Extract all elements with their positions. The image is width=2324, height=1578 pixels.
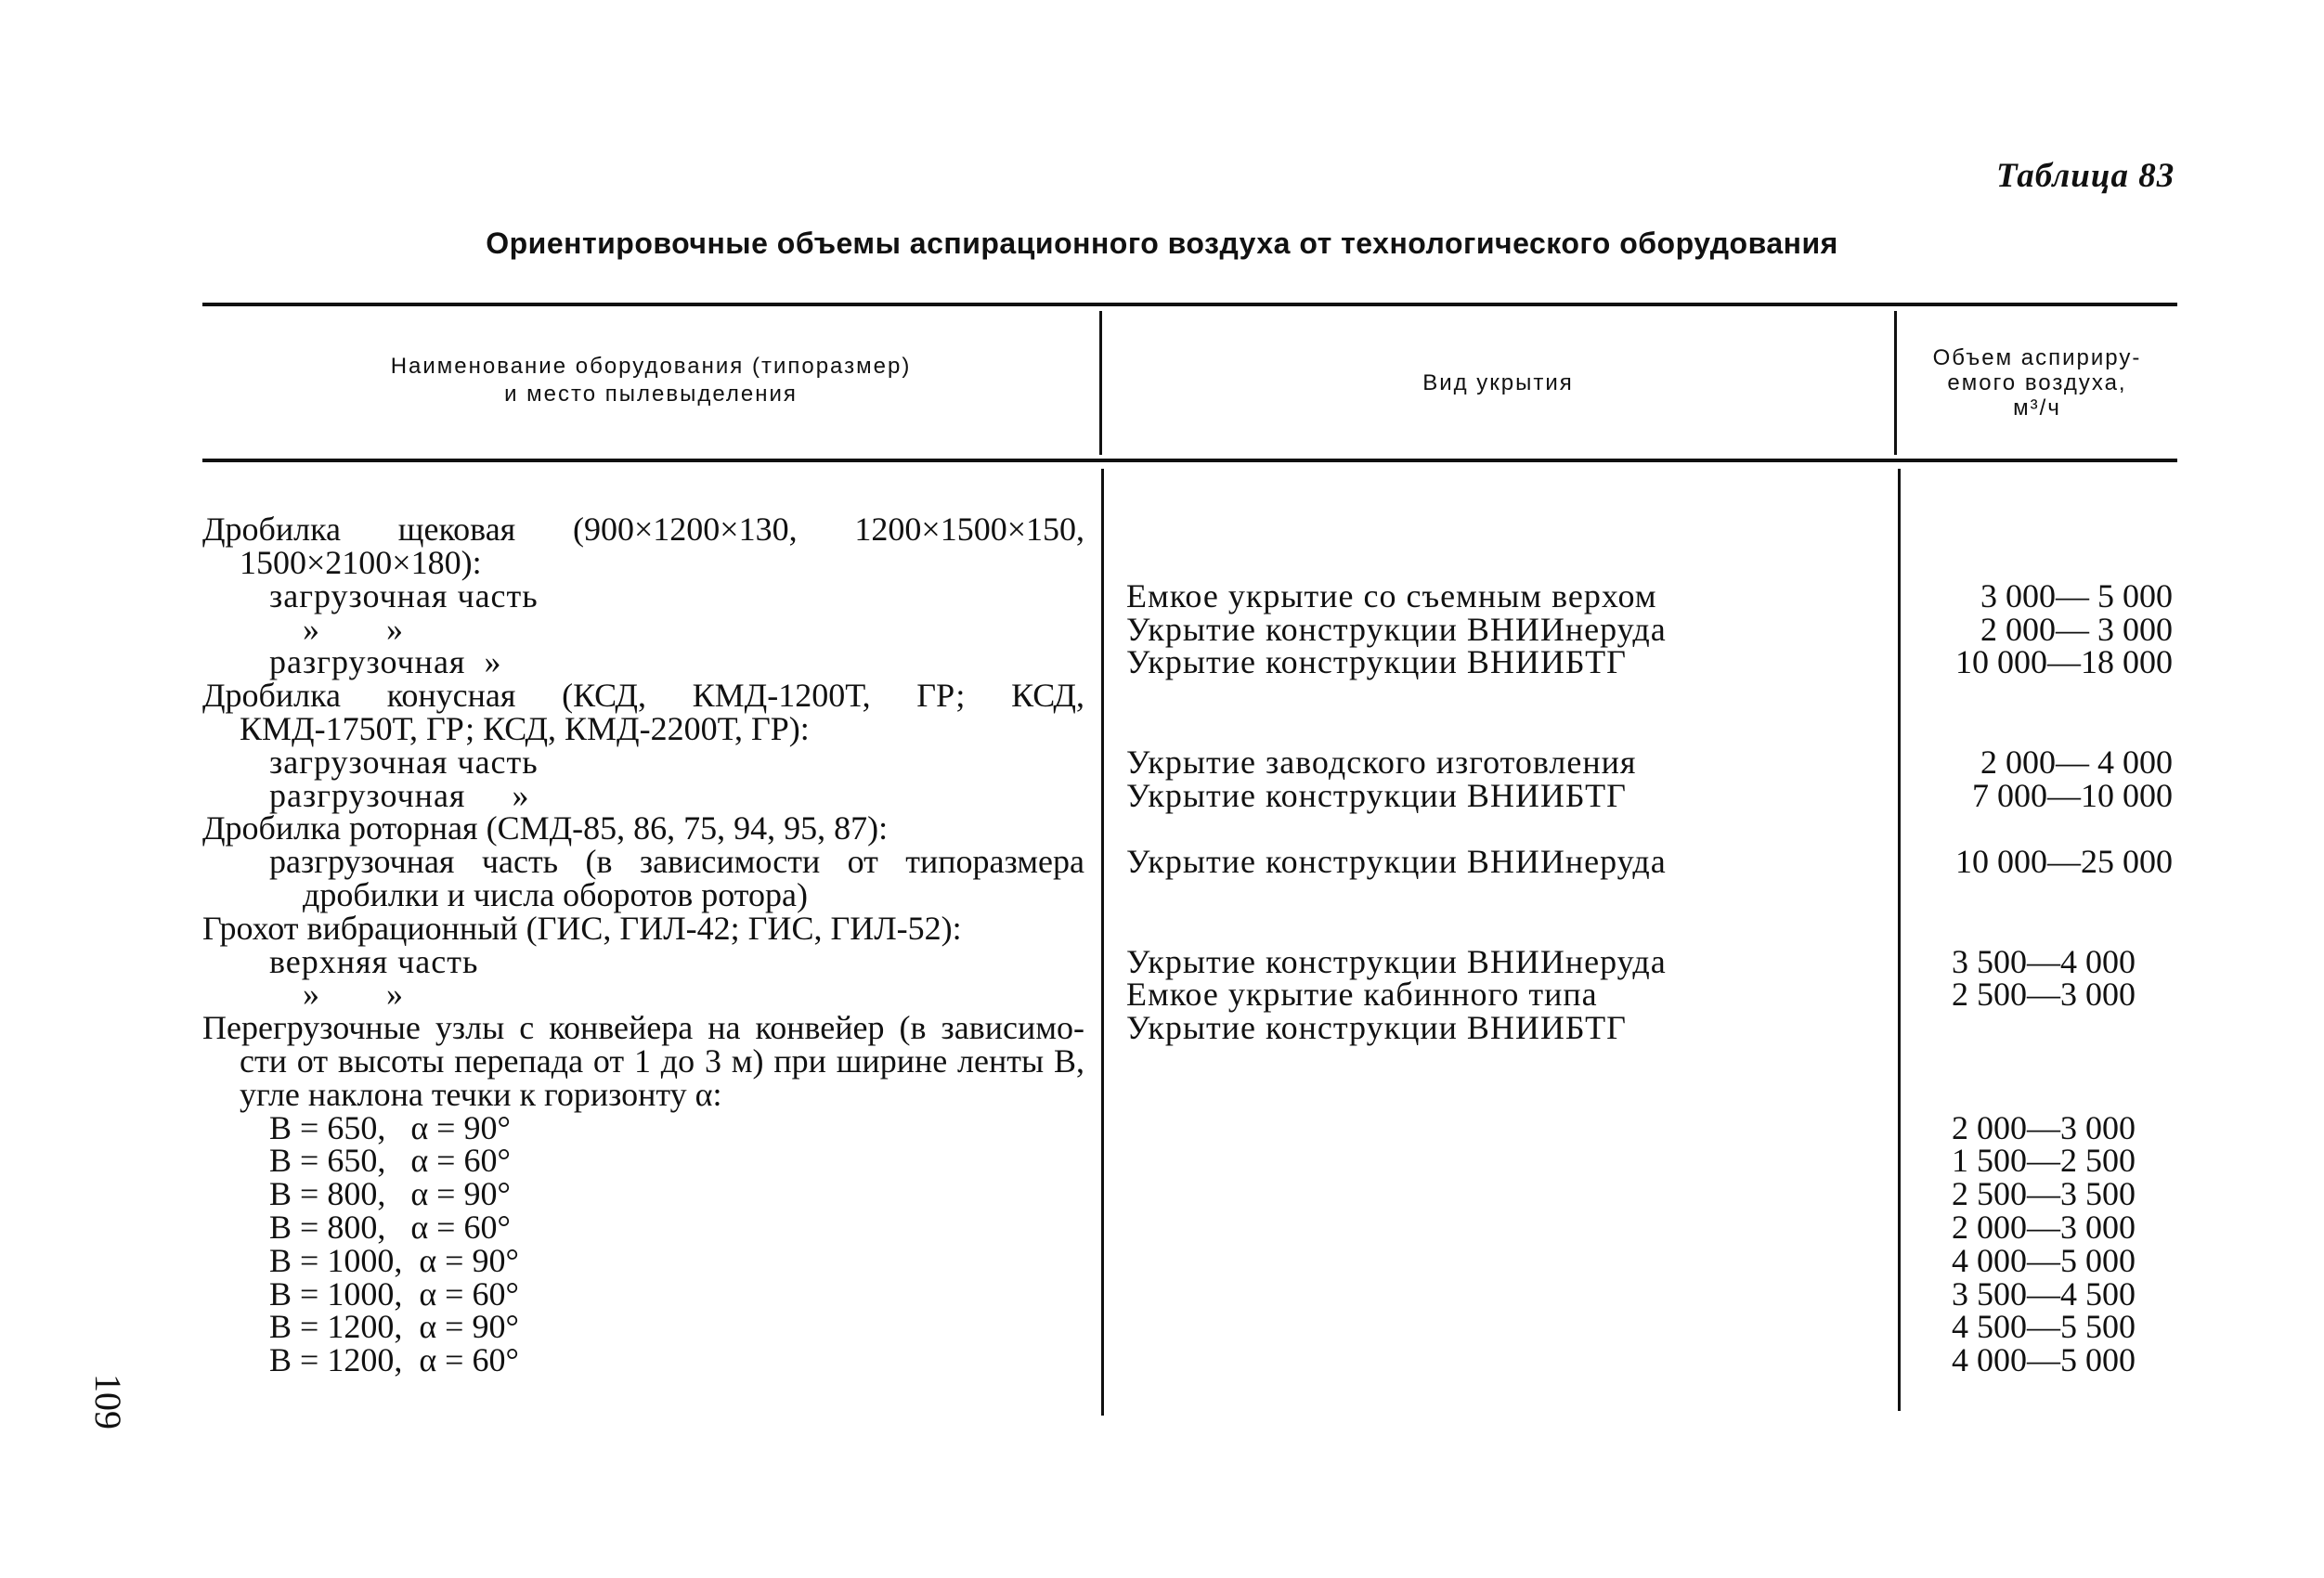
volume-cell: 7 000—10 000 <box>1972 777 2173 814</box>
cover-cell: Емкое укрытие кабинного типа <box>1126 976 1598 1013</box>
equipment-cell: » » <box>303 976 403 1013</box>
volume-cell: 4 000—5 000 <box>1952 1242 2136 1279</box>
header-air-volume-line-1: Объем аспириру- <box>1932 345 2142 370</box>
equipment-cell: разгрузочная » <box>269 643 502 680</box>
cover-cell: Укрытие конструкции ВНИИнеруда <box>1126 843 1667 880</box>
equipment-cell: Перегрузочные узлы с конвейера на конвейер (в зависимо- <box>202 1009 1084 1046</box>
equipment-cell: Грохот вибрационный (ГИС, ГИЛ-42; ГИС, ГИЛ-52): <box>202 910 962 947</box>
cover-cell: Укрытие конструкции ВНИИнеруда <box>1126 611 1667 648</box>
cover-cell: Укрытие конструкции ВНИИнеруда <box>1126 943 1667 980</box>
equipment-cell: КМД-1750Т, ГР; КСД, КМД-2200Т, ГР): <box>240 710 810 747</box>
volume-cell: 10 000—25 000 <box>1955 843 2173 880</box>
header-equipment-line-2: и место пылевыделения <box>504 382 798 407</box>
volume-cell: 3 500—4 500 <box>1952 1275 2136 1313</box>
equipment-cell: B = 650, α = 90° <box>269 1109 511 1146</box>
equipment-cell: » » <box>303 611 403 648</box>
equipment-cell: сти от высоты перепада от 1 до 3 м) при ширине ленты B, <box>240 1042 1084 1080</box>
equipment-cell: B = 800, α = 90° <box>269 1175 511 1212</box>
header-air-volume <box>1898 345 2176 420</box>
table-title: Ориентировочные объемы аспирационного воздуха от технологического оборудования <box>486 226 1838 260</box>
equipment-cell: B = 1000, α = 60° <box>269 1275 519 1313</box>
header-equipment <box>202 353 1099 408</box>
equipment-cell: B = 1000, α = 90° <box>269 1242 519 1279</box>
cover-cell: Емкое укрытие со съемным верхом <box>1126 577 1657 614</box>
volume-cell: 2 000— 4 000 <box>1980 744 2173 781</box>
volume-cell: 3 000— 5 000 <box>1980 577 2173 614</box>
volume-cell: 2 500—3 500 <box>1952 1175 2136 1212</box>
equipment-cell: верхняя часть <box>269 943 479 980</box>
equipment-cell: загрузочная часть <box>269 577 539 614</box>
volume-cell: 2 500—3 000 <box>1952 976 2136 1013</box>
cover-cell: Укрытие конструкции ВНИИБТГ <box>1126 777 1627 814</box>
equipment-cell: загрузочная часть <box>269 744 539 781</box>
equipment-cell: B = 800, α = 60° <box>269 1209 511 1246</box>
equipment-cell: B = 1200, α = 60° <box>269 1341 519 1378</box>
header-divider-2 <box>1894 311 1897 455</box>
equipment-cell: B = 650, α = 60° <box>269 1142 511 1179</box>
volume-cell: 2 000—3 000 <box>1952 1109 2136 1146</box>
header-cover-type <box>1102 369 1894 397</box>
cover-cell: Укрытие конструкции ВНИИБТГ <box>1126 643 1627 680</box>
cover-cell: Укрытие конструкции ВНИИБТГ <box>1126 1009 1627 1046</box>
volume-cell: 4 000—5 000 <box>1952 1341 2136 1378</box>
equipment-cell: Дробилка роторная (СМД-85, 86, 75, 94, 95, 87): <box>202 809 889 847</box>
equipment-cell: разгрузочная » <box>269 777 530 814</box>
equipment-cell: Дробилка щековая (900×1200×130, 1200×1500×150, <box>202 511 1084 548</box>
equipment-cell: 1500×2100×180): <box>240 544 482 581</box>
equipment-cell: дробилки и числа оборотов ротора) <box>303 876 809 913</box>
header-air-volume-line-2: емого воздуха, <box>1947 370 2127 395</box>
table-top-rule <box>202 303 2177 306</box>
equipment-cell: угле наклона течки к горизонту α: <box>240 1076 722 1113</box>
header-air-volume-line-3: м³/ч <box>2013 395 2061 420</box>
volume-cell: 2 000— 3 000 <box>1980 611 2173 648</box>
header-bottom-rule <box>202 459 2177 462</box>
volume-cell: 1 500—2 500 <box>1952 1142 2136 1179</box>
cover-cell: Укрытие заводского изготовления <box>1126 744 1637 781</box>
equipment-cell: B = 1200, α = 90° <box>269 1308 519 1345</box>
page-number: 109 <box>87 1374 129 1429</box>
volume-cell: 10 000—18 000 <box>1955 643 2173 680</box>
header-cover-type-text: Вид укрытия <box>1422 370 1574 395</box>
header-equipment-line-1: Наименование оборудования (типоразмер) <box>390 354 912 379</box>
equipment-cell: разгрузочная часть (в зависимости от типоразмера <box>269 843 1084 880</box>
volume-cell: 3 500—4 000 <box>1952 943 2136 980</box>
volume-cell: 4 500—5 500 <box>1952 1308 2136 1345</box>
table-label: Таблица 83 <box>1996 157 2175 195</box>
equipment-cell: Дробилка конусная (КСД, КМД-1200Т, ГР; КСД, <box>202 677 1084 714</box>
volume-cell: 2 000—3 000 <box>1952 1209 2136 1246</box>
